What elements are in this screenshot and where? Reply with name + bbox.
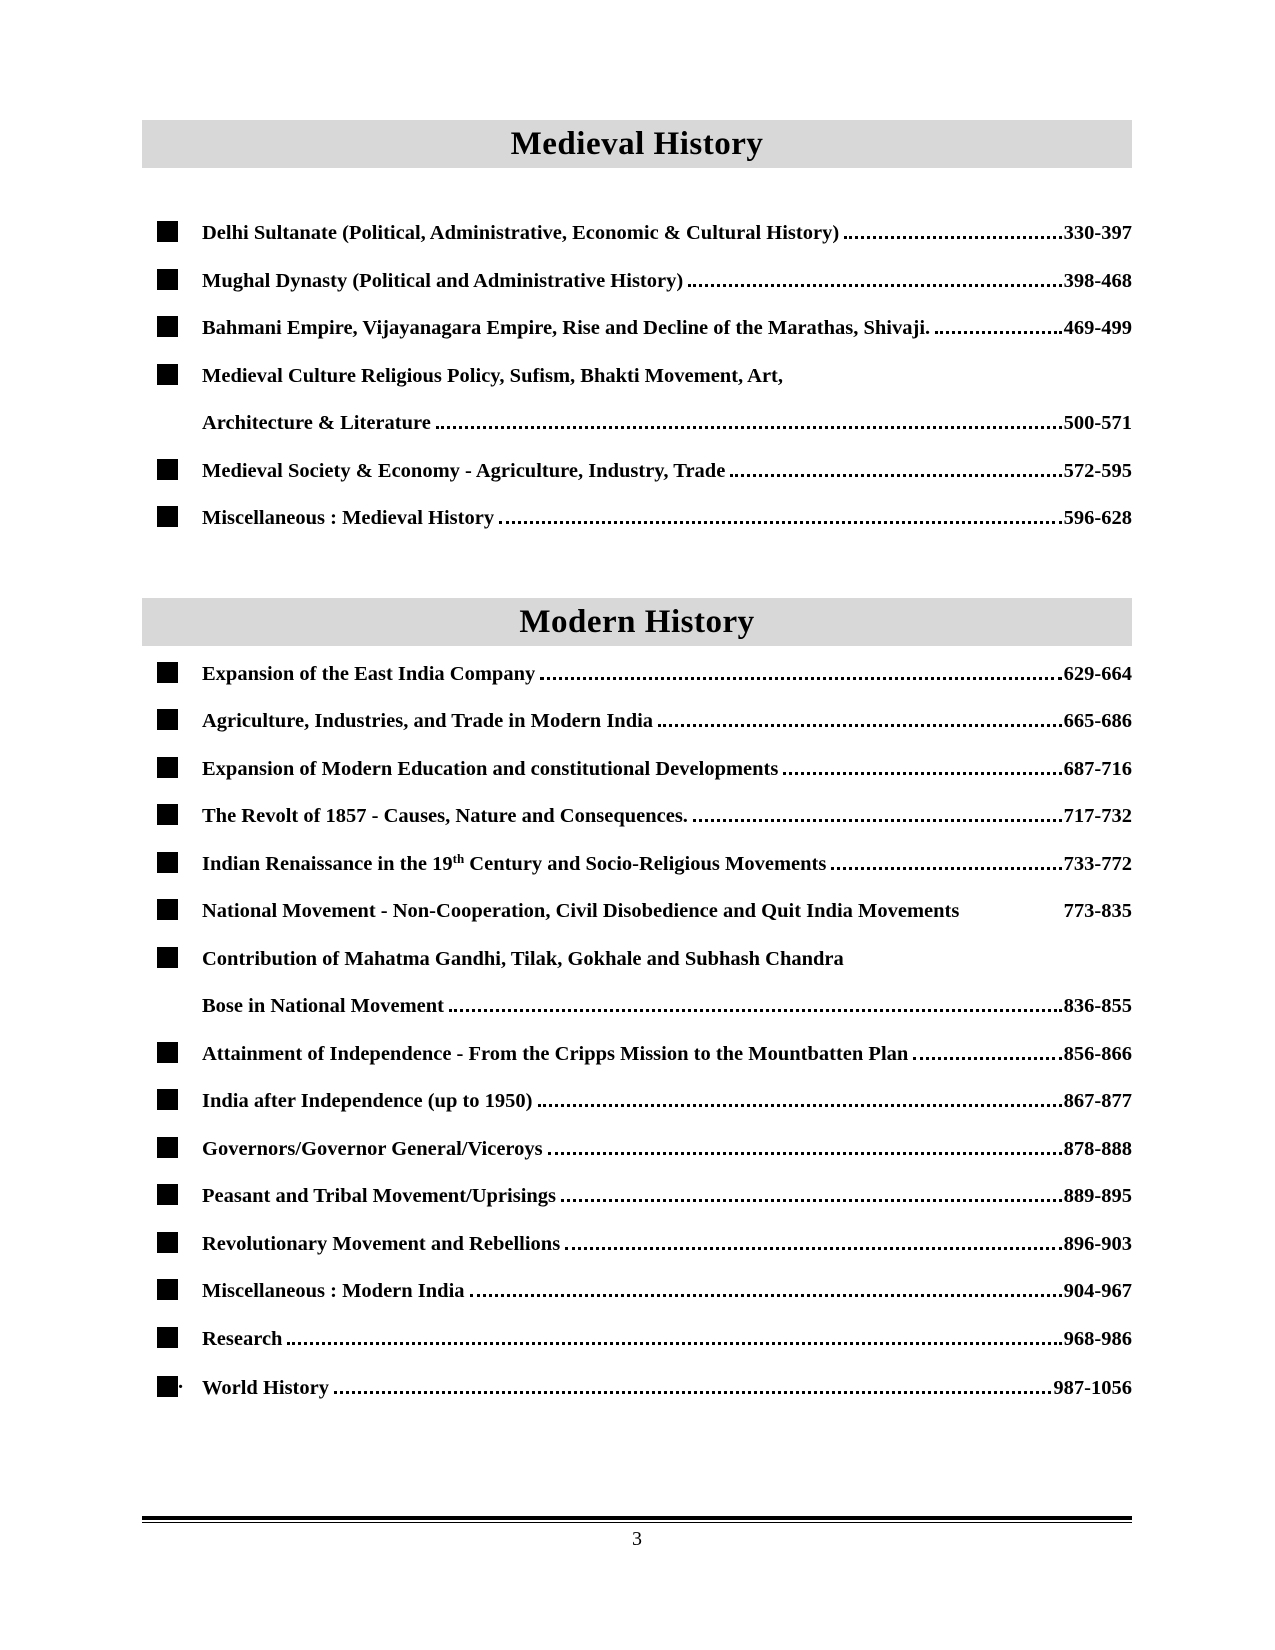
entry-title: Attainment of Independence - From the Cripps Mission to the Mountbatten Plan [202,1042,909,1065]
entry-title: Research [202,1327,283,1350]
page-range: 987-1056 [1053,1377,1132,1399]
footer-page-number: 3 [632,1528,642,1550]
entry-title: Delhi Sultanate (Political, Administrative, Economic & Cultural History) [202,222,840,244]
toc-entry [142,659,1132,707]
square-bullet-icon [157,506,178,527]
footer-rule-thick [142,1516,1132,1520]
square-bullet-icon [157,757,178,778]
square-bullet-icon [157,1089,178,1110]
entry-title: Contribution of Mahatma Gandhi, Tilak, Gokhale and Subhash Chandra [202,947,844,970]
page-range: 836-855 [1063,995,1132,1017]
toc-entry-line2 [142,991,1132,1039]
square-bullet-icon [157,316,178,337]
bullet-cell [142,1276,202,1297]
bullet-cell [142,896,202,917]
bullet-cell [142,1134,202,1155]
footer-rule-thin [142,1522,1132,1524]
square-bullet-icon [157,662,178,683]
bullet-cell [142,218,202,239]
dot-leader [844,236,1062,239]
bullet-cell [142,1371,202,1394]
toc-entry-line2 [142,408,1132,456]
bullet-cell [142,313,202,334]
dot-leader [540,677,1061,680]
page-range: 867-877 [1063,1090,1132,1112]
toc-entry [142,706,1132,754]
dot-leader [831,867,1061,870]
entry-title: National Movement - Non-Cooperation, Civil Disobedience and Quit India Movements [202,900,960,922]
bullet-cell [142,1086,202,1107]
entry-title: World History [202,1377,329,1399]
dot-leader [436,426,1062,429]
bullet-cell [142,1324,202,1345]
bullet-cell [142,849,202,870]
square-bullet-icon [157,1232,178,1253]
dot-leader [287,1342,1061,1345]
entry-title: Bahmani Empire, Vijayanagara Empire, Rise and Decline of the Marathas, Shivaji. [202,317,931,339]
entry-title: Agriculture, Industries, and Trade in Modern India [202,710,654,732]
square-bullet-icon [157,364,178,385]
bullet-cell [142,754,202,775]
entry-title: Mughal Dynasty (Political and Administrative History) [202,269,684,292]
entry-title: Expansion of Modern Education and constitutional Developments [202,757,779,780]
entry-title: Peasant and Tribal Movement/Uprisings [202,1185,557,1207]
modern-toc-list [142,659,1132,1419]
section-banner-modern [142,598,1132,646]
page-range: 733-772 [1063,852,1132,875]
bullet-cell [142,659,202,680]
hidden-bullet [157,411,178,432]
dot-leader [783,772,1061,775]
toc-entry [142,503,1132,551]
entry-title-continued: Bose in National Movement [202,995,444,1017]
entry-title: Miscellaneous : Medieval History [202,507,495,529]
section-banner-medieval [142,120,1132,168]
medieval-toc-list [142,218,1132,551]
square-bullet-icon [157,1137,178,1158]
page-range: 896-903 [1063,1232,1132,1255]
toc-entry [142,218,1132,266]
bullet-spacer [142,991,202,1012]
dot-leader [730,474,1061,477]
square-bullet-icon [157,709,178,730]
toc-entry-line1 [142,361,1132,409]
page-footer [142,1516,1132,1552]
entry-title: Expansion of the East India Company [202,662,536,685]
square-bullet-icon [157,1279,178,1300]
toc-entry [142,754,1132,802]
toc-entry [142,456,1132,504]
dot-leader [935,331,1062,334]
page-range: 889-895 [1063,1185,1132,1207]
entry-title: Miscellaneous : Modern India [202,1280,465,1302]
bullet-cell [142,1039,202,1060]
bullet-cell [142,361,202,382]
square-bullet-icon [157,947,178,968]
dot-leader [548,1152,1062,1155]
entry-title: The Revolt of 1857 - Causes, Nature and Consequences. [202,805,688,827]
dot-leader [693,819,1062,822]
square-bullet-icon [157,459,178,480]
toc-entry [142,801,1132,849]
toc-page [142,0,1132,1551]
page-range: 687-716 [1063,757,1132,780]
bullet-cell [142,801,202,822]
square-bullet-icon [157,1184,178,1205]
dot-leader [499,521,1062,524]
page-range: 500-571 [1063,412,1132,434]
square-bullet-icon [157,269,178,290]
toc-entry [142,1276,1132,1324]
square-bullet-icon [157,1042,178,1063]
toc-entry-line1 [142,944,1132,992]
toc-entry [142,1371,1132,1419]
entry-title: Medieval Society & Economy - Agriculture, Industry, Trade [202,459,726,482]
toc-entry [142,1039,1132,1087]
section-title: Modern History [519,603,755,640]
toc-entry [142,1086,1132,1134]
bullet-period: . [178,1371,184,1393]
dot-leader [470,1294,1062,1297]
page-range: 773-835 [1063,900,1132,922]
entry-title-post: Century and Socio-Religious Movements [464,852,827,875]
page-range: 469-499 [1063,317,1132,339]
toc-entry [142,1134,1132,1182]
entry-title-continued: Architecture & Literature [202,412,431,434]
square-bullet-icon [157,804,178,825]
bullet-cell [142,706,202,727]
dot-leader [688,284,1061,287]
square-bullet-icon [157,1327,178,1348]
bullet-cell [142,1181,202,1202]
page-range: 665-686 [1063,710,1132,732]
square-bullet-icon [157,852,178,873]
square-bullet-icon [157,221,178,242]
toc-entry [142,1229,1132,1277]
page-range: 968-986 [1063,1327,1132,1350]
toc-entry [142,1324,1132,1372]
page-range: 717-732 [1063,805,1132,827]
entry-title: India after Independence (up to 1950) [202,1090,533,1112]
bullet-spacer [142,408,202,429]
entry-title: Revolutionary Movement and Rebellions [202,1232,561,1255]
toc-entry [142,896,1132,944]
hidden-bullet [157,994,178,1015]
dot-leader [334,1391,1051,1394]
bullet-cell [142,503,202,524]
page-range: 904-967 [1063,1280,1132,1302]
toc-entry [142,849,1132,897]
page-range: 330-397 [1063,222,1132,244]
dot-leader [538,1104,1062,1107]
entry-title [202,851,826,876]
bullet-cell [142,266,202,287]
entry-title: Governors/Governor General/Viceroys [202,1137,543,1160]
page-range: 878-888 [1063,1137,1132,1160]
page-range: 856-866 [1063,1042,1132,1065]
square-bullet-icon [157,1376,178,1397]
dot-leader [913,1057,1061,1060]
dot-leader [565,1247,1062,1250]
bullet-cell [142,456,202,477]
spacer [964,914,1061,917]
toc-entry [142,1181,1132,1229]
page-range: 629-664 [1063,662,1132,685]
page-range: 398-468 [1063,269,1132,292]
bullet-cell [142,944,202,965]
entry-title: Medieval Culture Religious Policy, Sufism, Bhakti Movement, Art, [202,364,783,387]
dot-leader [561,1199,1062,1202]
dot-leader [658,724,1062,727]
page-range: 596-628 [1063,507,1132,529]
toc-entry [142,266,1132,314]
toc-entry [142,313,1132,361]
bullet-cell [142,1229,202,1250]
page-range: 572-595 [1063,459,1132,482]
section-title: Medieval History [510,126,764,162]
ordinal-superscript: th [452,850,465,866]
dot-leader [449,1009,1062,1012]
square-bullet-icon [157,899,178,920]
entry-title-pre: Indian Renaissance in the 19 [202,852,453,875]
